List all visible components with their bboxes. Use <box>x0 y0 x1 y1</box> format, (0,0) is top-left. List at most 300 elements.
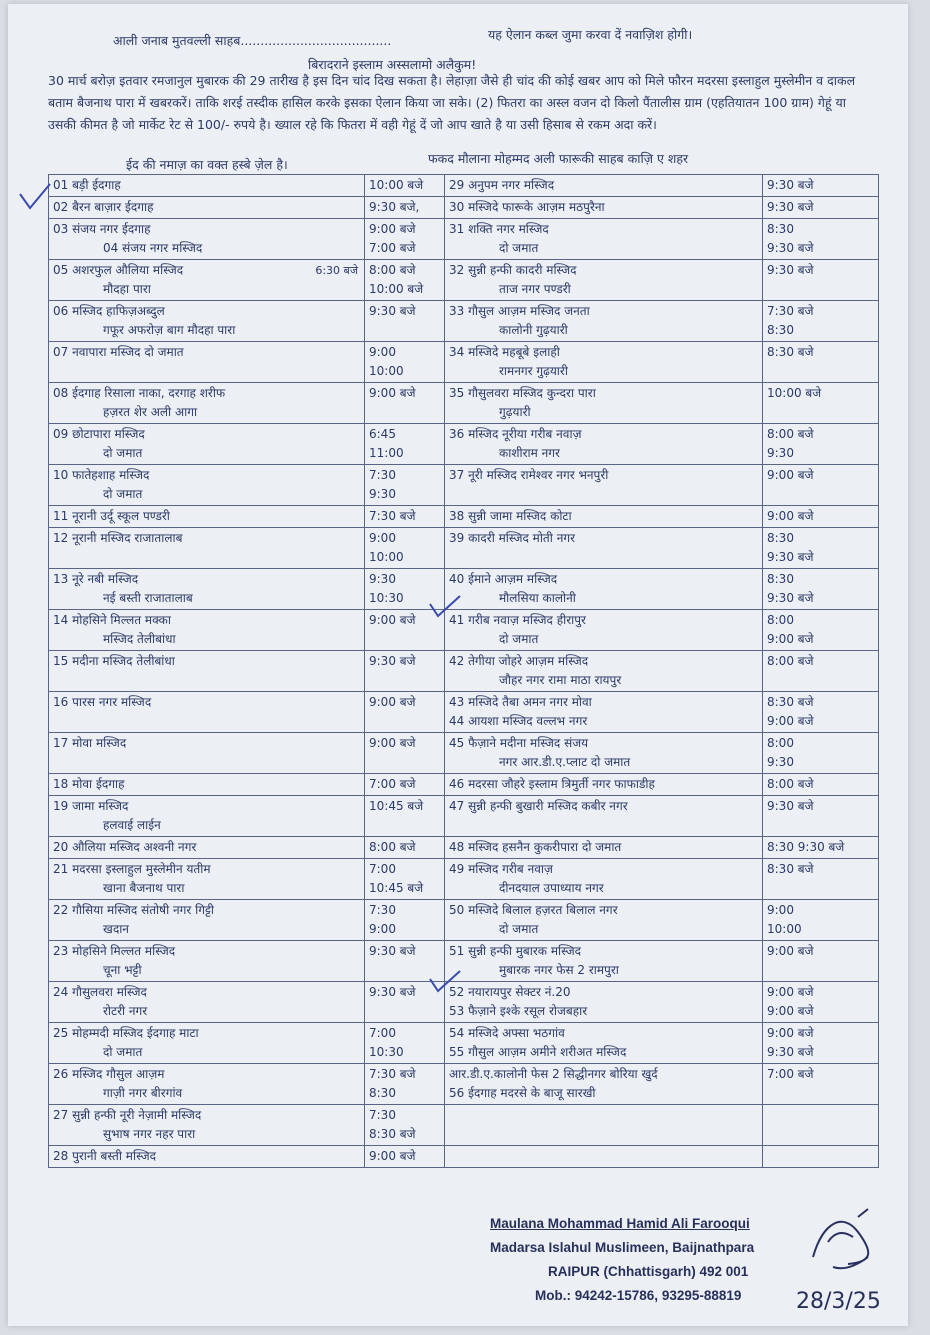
prayer-time: 9:30 <box>369 487 396 501</box>
table-row <box>49 1105 879 1146</box>
check-mark-icon <box>426 594 466 620</box>
mosque-name: 51 सुन्नी हन्फी मुबारक मस्जिद <box>449 944 582 958</box>
mosque-name: मौलसिया कालोनी <box>499 591 576 605</box>
right-time-cell <box>763 859 879 900</box>
prayer-time: 10:00 बजे <box>767 386 822 400</box>
right-mosque-cell <box>445 301 763 342</box>
prayer-time: 8:30 बजे <box>767 345 814 359</box>
prayer-time: 8:00 <box>767 613 794 627</box>
right-mosque-cell <box>445 692 763 733</box>
prayer-time: 9:00 बजे <box>767 1026 814 1040</box>
left-time-cell <box>365 383 445 424</box>
left-mosque-cell <box>49 982 365 1023</box>
prayer-time: 9:30 <box>767 755 794 769</box>
mosque-name: 16 पारस नगर मस्जिद <box>53 695 152 709</box>
right-mosque-cell <box>445 383 763 424</box>
table-row <box>49 837 879 859</box>
mosque-name: 48 मस्जिद हसनैन कुकरीपारा दो जमात <box>449 840 622 854</box>
prayer-time: 10:00 <box>369 550 404 564</box>
mosque-name: 50 मस्जिदे बिलाल हज़रत बिलाल नगर <box>449 903 618 917</box>
right-mosque-cell <box>445 175 763 197</box>
left-time-cell <box>365 260 445 301</box>
prayer-time: 9:00 <box>369 345 396 359</box>
right-time-cell <box>763 796 879 837</box>
mosque-name: 23 मोहसिने मिल्लत मस्जिद <box>53 944 176 958</box>
right-mosque-cell <box>445 651 763 692</box>
mosque-name: 54 मस्जिदे अफ्सा भठगांव <box>449 1026 565 1040</box>
left-time-cell <box>365 692 445 733</box>
check-mark-icon <box>426 969 466 995</box>
right-time-cell <box>763 941 879 982</box>
prayer-time: 9:00 बजे <box>767 985 814 999</box>
table-row <box>49 506 879 528</box>
prayer-time: 9:30 <box>369 572 396 586</box>
prayer-time: 8:00 बजे <box>369 263 416 277</box>
mosque-name: 03 संजय नगर ईदगाह <box>53 222 151 236</box>
right-mosque-cell <box>445 982 763 1023</box>
left-time-cell <box>365 424 445 465</box>
mosque-name: 05 अशरफुल औलिया मस्जिद <box>53 263 184 277</box>
prayer-time: 10:30 <box>369 1045 404 1059</box>
extra-time: 6:30 बजे <box>315 264 358 277</box>
table-row <box>49 465 879 506</box>
mosque-name: 30 मस्जिदे फारूके आज़म मठपुरैना <box>449 200 605 214</box>
mosque-name: 41 गरीब नवाज़ मस्जिद हीरापुर <box>449 613 586 627</box>
eid-prayer-time-line: ईद की नमाज़ का वक्त हस्बे ज़ेल है। <box>126 157 288 172</box>
left-time-cell <box>365 1105 445 1146</box>
mosque-name: 52 नयारायपुर सेक्टर नं.20 <box>449 985 571 999</box>
mosque-name: खदान <box>103 922 129 936</box>
mosque-name: 40 ईमाने आज़म मस्जिद <box>449 572 558 586</box>
left-time-cell <box>365 774 445 796</box>
addressee-line: आली जनाब मुतवल्ली साहब...................................... <box>113 33 392 48</box>
mosque-name: दो जमात <box>499 241 539 255</box>
mosque-name: 49 मस्जिद गरीब नवाज़ <box>449 862 553 876</box>
prayer-time: 10:45 बजे <box>369 799 424 813</box>
right-mosque-cell <box>445 260 763 301</box>
right-mosque-cell <box>445 900 763 941</box>
mosque-name: 53 फैज़ाने इश्के रसूल रोजबहार <box>449 1004 588 1018</box>
prayer-time: 9:30 बजे <box>767 591 814 605</box>
right-time-cell <box>763 1105 879 1146</box>
prayer-time: 6:45 <box>369 427 396 441</box>
right-time-cell <box>763 733 879 774</box>
mosque-name: 37 नूरी मस्जिद रामेश्वर नगर भनपुरी <box>449 468 609 482</box>
right-time-cell <box>763 260 879 301</box>
left-mosque-cell <box>49 733 365 774</box>
handwritten-date: 28/3/25 <box>796 1289 881 1314</box>
prayer-time: 9:30 बजे <box>767 241 814 255</box>
prayer-time: 8:30 <box>767 222 794 236</box>
mosque-name: खाना बैजनाथ पारा <box>103 881 185 895</box>
mosque-name: 45 फैज़ाने मदीना मस्जिद संजय <box>449 736 589 750</box>
left-time-cell <box>365 301 445 342</box>
mosque-name: 35 गौसुलवरा मस्जिद कुन्दरा पारा <box>449 386 596 400</box>
mosque-name: सुभाष नगर नहर पारा <box>103 1127 196 1141</box>
mosque-name: मौदहा पारा <box>103 282 151 296</box>
right-mosque-cell <box>445 197 763 219</box>
left-mosque-cell <box>49 1105 365 1146</box>
prayer-time: 9:00 <box>369 922 396 936</box>
prayer-time: 8:30 बजे <box>369 1127 416 1141</box>
right-mosque-cell <box>445 610 763 651</box>
right-time-cell <box>763 651 879 692</box>
mosque-name: काशीराम नगर <box>499 446 560 460</box>
left-time-cell <box>365 465 445 506</box>
prayer-time: 10:30 <box>369 591 404 605</box>
prayer-time: 8:30 <box>767 572 794 586</box>
mosque-name: 15 मदीना मस्जिद तेलीबांधा <box>53 654 175 668</box>
left-mosque-cell <box>49 774 365 796</box>
mosque-name: चूना भट्टी <box>103 963 142 977</box>
prayer-time: 8:30 बजे <box>767 862 814 876</box>
left-mosque-cell <box>49 506 365 528</box>
mosque-name: 47 सुन्नी हन्फी बुखारी मस्जिद कबीर नगर <box>449 799 628 813</box>
prayer-time: 9:00 बजे <box>369 613 416 627</box>
right-time-cell <box>763 900 879 941</box>
mosque-name: 55 गौसुल आज़म अमीने शरीअत मस्जिद <box>449 1045 627 1059</box>
left-mosque-cell <box>49 900 365 941</box>
mosque-name: नई बस्ती राजातालाब <box>103 591 193 605</box>
prayer-time: 8:00 बजे <box>767 654 814 668</box>
announcement-instruction: यह ऐलान कब्ल जुमा करवा दें नवाज़िश होगी। <box>488 27 693 42</box>
left-mosque-cell <box>49 569 365 610</box>
mosque-name: 09 छोटापारा मस्जिद <box>53 427 145 441</box>
mosque-name: 24 गौसुलवरा मस्जिद <box>53 985 147 999</box>
mosque-name: हज़रत शेर अली आगा <box>103 405 198 419</box>
prayer-time: 9:30 बजे, <box>369 200 420 214</box>
mosque-name: आर.डी.ए.कालोनी फेस 2 सिद्धीनगर बोरिया खुर्द <box>449 1067 658 1081</box>
prayer-time: 10:00 बजे <box>369 282 424 296</box>
mosque-name: दीनदयाल उपाध्याय नगर <box>499 881 604 895</box>
left-mosque-cell <box>49 1146 365 1168</box>
prayer-time: 7:30 <box>369 1108 396 1122</box>
prayer-time: 9:00 बजे <box>767 509 814 523</box>
table-row <box>49 301 879 342</box>
mosque-name: 21 मदरसा इस्लाहुल मुस्लेमीन यतीम <box>53 862 211 876</box>
mosque-name: ताज नगर पण्डरी <box>499 282 571 296</box>
mosque-name: दो जमात <box>103 446 143 460</box>
prayer-time: 9:00 <box>767 903 794 917</box>
left-mosque-cell <box>49 342 365 383</box>
mosque-name: गफूर अफरोज़ बाग मौदहा पारा <box>103 323 236 337</box>
left-time-cell <box>365 197 445 219</box>
left-time-cell <box>365 651 445 692</box>
prayer-time: 9:00 बजे <box>767 714 814 728</box>
prayer-time: 7:30 बजे <box>369 1067 416 1081</box>
prayer-time: 9:30 बजे <box>369 654 416 668</box>
left-mosque-cell <box>49 796 365 837</box>
mosque-name: 01 बड़ी ईदगाह <box>53 178 121 192</box>
right-mosque-cell <box>445 941 763 982</box>
table-row <box>49 342 879 383</box>
prayer-time: 7:00 बजे <box>369 241 416 255</box>
right-time-cell <box>763 465 879 506</box>
mosque-name: 17 मोवा मस्जिद <box>53 736 127 750</box>
prayer-time: 8:30 बजे <box>767 695 814 709</box>
mosque-name: 13 नूरे नबी मस्जिद <box>53 572 139 586</box>
left-time-cell <box>365 796 445 837</box>
mosque-name: 18 मोवा ईदगाह <box>53 777 125 791</box>
right-time-cell <box>763 1064 879 1105</box>
right-time-cell <box>763 1146 879 1168</box>
mosque-name: 33 गौसुल आज़म मस्जिद जनता <box>449 304 590 318</box>
prayer-time: 9:30 बजे <box>767 799 814 813</box>
mosque-name: दो जमात <box>499 922 539 936</box>
mosque-name: 12 नूरानी मस्जिद राजातालाब <box>53 531 183 545</box>
left-time-cell <box>365 219 445 260</box>
left-time-cell <box>365 506 445 528</box>
left-mosque-cell <box>49 465 365 506</box>
signature-mobile: Mob.: 94242-15786, 93295-88819 <box>535 1288 742 1303</box>
mosque-name: 26 मस्जिद गौसुल आज़म <box>53 1067 165 1081</box>
right-mosque-cell <box>445 733 763 774</box>
mosque-name: 44 आयशा मस्जिद वल्लभ नगर <box>449 714 588 728</box>
left-time-cell <box>365 342 445 383</box>
prayer-time: 8:30 <box>767 323 794 337</box>
prayer-time: 9:00 बजे <box>767 468 814 482</box>
left-time-cell <box>365 859 445 900</box>
prayer-time: 10:00 <box>369 364 404 378</box>
prayer-time: 7:00 <box>369 1026 396 1040</box>
prayer-time: 7:30 बजे <box>369 509 416 523</box>
right-time-cell <box>763 301 879 342</box>
right-time-cell <box>763 219 879 260</box>
right-time-cell <box>763 569 879 610</box>
table-row <box>49 692 879 733</box>
prayer-time: 9:30 बजे <box>767 200 814 214</box>
table-row <box>49 651 879 692</box>
prayer-time: 7:00 बजे <box>767 1067 814 1081</box>
notice-paper <box>8 4 908 1326</box>
right-mosque-cell <box>445 1023 763 1064</box>
right-mosque-cell <box>445 465 763 506</box>
prayer-time: 10:00 बजे <box>369 178 424 192</box>
table-row <box>49 859 879 900</box>
right-time-cell <box>763 610 879 651</box>
prayer-time: 9:30 <box>767 446 794 460</box>
left-time-cell <box>365 1023 445 1064</box>
prayer-time: 9:30 बजे <box>767 550 814 564</box>
prayer-time: 10:45 बजे <box>369 881 424 895</box>
notice-paragraph: 30 मार्च बरोज़ इतवार रमजानुल मुबारक की 29 तारीख है इस दिन चांद दिख सकता है। लेहाज़ा जैसे ही चांद की कोई खबर आप को मिले फौरन मदरसा इस्लाहुल मुस्लेमीन व दाकल बताम बैजनाथ पारा में खबरकरें। ताकि शरई तस्दीक हासिल करके इसका ऐलान किया जा सके। (2) फितरा का अस्ल वजन दो किलो पैंतालीस ग्राम (एहतियातन 100 ग्राम) गेहूं या उसकी कीमत है जो मार्केट रेट से 100/- रुपये है। ख्याल रहे कि फितरा में वही गेहूं दें जो आप खाते है या उसी हिसाब से रकम अदा करें। <box>48 73 856 132</box>
right-mosque-cell <box>445 1064 763 1105</box>
right-time-cell <box>763 1023 879 1064</box>
prayer-time: 8:00 <box>767 736 794 750</box>
right-time-cell <box>763 175 879 197</box>
left-mosque-cell <box>49 383 365 424</box>
left-mosque-cell <box>49 175 365 197</box>
right-time-cell <box>763 342 879 383</box>
signature-org: Madarsa Islahul Muslimeen, Baijnathpara <box>490 1240 755 1255</box>
prayer-time: 7:30 <box>369 903 396 917</box>
mosque-name: 46 मदरसा जौहरे इस्लाम त्रिमुर्ती नगर फाफाडीह <box>449 777 655 791</box>
mosque-name: 27 सुन्नी हन्फी नूरी नेज़ामी मस्जिद <box>53 1108 202 1122</box>
mosque-name: 25 मोहम्मदी मस्जिद ईदगाह माटा <box>53 1026 199 1040</box>
mosque-name: मुबारक नगर फेस 2 रामपुरा <box>499 963 619 977</box>
signature-city: RAIPUR (Chhattisgarh) 492 001 <box>548 1264 749 1279</box>
greeting: बिरादराने इस्लाम अस्सलामो अलैकुम! <box>308 57 477 72</box>
prayer-time: 8:30 9:30 बजे <box>767 840 845 854</box>
right-time-cell <box>763 506 879 528</box>
mosque-name: हलवाई लाईन <box>103 818 161 832</box>
mosque-name: 29 अनुपम नगर मस्जिद <box>449 178 555 192</box>
table-row <box>49 1023 879 1064</box>
table-row <box>49 424 879 465</box>
table-row <box>49 774 879 796</box>
table-row <box>49 1064 879 1105</box>
right-time-cell <box>763 424 879 465</box>
prayer-time: 8:30 <box>369 1086 396 1100</box>
mosque-name: 14 मोहसिने मिल्लत मक्का <box>53 613 171 627</box>
prayer-time: 9:00 बजे <box>369 736 416 750</box>
left-mosque-cell <box>49 837 365 859</box>
right-mosque-cell <box>445 569 763 610</box>
mosque-name: रोटरी नगर <box>103 1004 148 1018</box>
qazi-line: फकद मौलाना मोहम्मद अली फारूकी साहब काज़ि ए शहर <box>428 151 689 166</box>
mosque-name: 04 संजय नगर मस्जिद <box>103 241 203 255</box>
table-row <box>49 528 879 569</box>
mosque-name: कालोनी गुढ़यारी <box>499 323 568 337</box>
mosque-name: गुढ़यारी <box>499 405 531 419</box>
mosque-name: 11 नूरानी उर्दू स्कूल पण्डरी <box>53 509 170 523</box>
table-row <box>49 733 879 774</box>
right-time-cell <box>763 774 879 796</box>
right-time-cell <box>763 692 879 733</box>
prayer-time: 7:30 बजे <box>767 304 814 318</box>
mosque-name: 38 सुन्नी जामा मस्जिद कोटा <box>449 509 572 523</box>
mosque-name: 36 मस्जिद नूरीया गरीब नवाज़ <box>449 427 582 441</box>
left-mosque-cell <box>49 651 365 692</box>
right-mosque-cell <box>445 796 763 837</box>
left-mosque-cell <box>49 219 365 260</box>
eid-prayer-schedule-table <box>48 174 879 1168</box>
prayer-time: 9:00 बजे <box>767 944 814 958</box>
prayer-time: 9:30 बजे <box>767 178 814 192</box>
left-mosque-cell <box>49 424 365 465</box>
check-mark-icon <box>16 182 56 212</box>
mosque-name: रामनगर गुढ़यारी <box>499 364 568 378</box>
mosque-name: 19 जामा मस्जिद <box>53 799 129 813</box>
mosque-name: 02 बैरन बाज़ार ईदगाह <box>53 200 154 214</box>
signature-name: Maulana Mohammad Hamid Ali Farooqui <box>490 1216 750 1231</box>
prayer-time: 9:30 बजे <box>369 944 416 958</box>
right-mosque-cell <box>445 506 763 528</box>
table-row <box>49 175 879 197</box>
right-mosque-cell <box>445 837 763 859</box>
prayer-time: 7:00 <box>369 862 396 876</box>
left-mosque-cell <box>49 692 365 733</box>
right-mosque-cell <box>445 1146 763 1168</box>
table-row <box>49 1146 879 1168</box>
mosque-name: मस्जिद तेलीबांधा <box>103 632 176 646</box>
prayer-time: 9:30 बजे <box>369 304 416 318</box>
table-row <box>49 900 879 941</box>
left-mosque-cell <box>49 859 365 900</box>
left-mosque-cell <box>49 1023 365 1064</box>
left-time-cell <box>365 837 445 859</box>
left-mosque-cell <box>49 301 365 342</box>
mosque-name: नगर आर.डी.ए.प्लाट दो जमात <box>499 755 631 769</box>
prayer-time: 9:00 बजे <box>767 1004 814 1018</box>
mosque-name: गाज़ी नगर बीरगांव <box>103 1086 183 1100</box>
prayer-time: 7:30 <box>369 468 396 482</box>
prayer-time: 9:30 बजे <box>767 263 814 277</box>
right-mosque-cell <box>445 342 763 383</box>
prayer-time: 9:30 बजे <box>369 985 416 999</box>
prayer-time: 8:00 बजे <box>767 777 814 791</box>
prayer-time: 8:30 <box>767 531 794 545</box>
mosque-name: दो जमात <box>103 487 143 501</box>
left-time-cell <box>365 175 445 197</box>
mosque-name: 39 कादरी मस्जिद मोती नगर <box>449 531 576 545</box>
mosque-name: दो जमात <box>499 632 539 646</box>
prayer-time: 9:00 बजे <box>369 386 416 400</box>
right-time-cell <box>763 837 879 859</box>
left-mosque-cell <box>49 260 365 301</box>
prayer-time: 11:00 <box>369 446 404 460</box>
handwritten-signature-icon <box>803 1202 883 1282</box>
table-row <box>49 260 879 301</box>
prayer-time: 7:00 बजे <box>369 777 416 791</box>
mosque-name: जौहर नगर रामा माठा रायपुर <box>499 673 622 687</box>
right-mosque-cell <box>445 1105 763 1146</box>
right-mosque-cell <box>445 859 763 900</box>
table-row <box>49 197 879 219</box>
left-mosque-cell <box>49 610 365 651</box>
prayer-time: 9:00 <box>369 531 396 545</box>
signature-block <box>490 1212 810 1308</box>
prayer-time: 8:00 बजे <box>369 840 416 854</box>
mosque-name: 31 शक्ति नगर मस्जिद <box>449 222 549 236</box>
table-row <box>49 383 879 424</box>
mosque-name: 56 ईदगाह मदरसे के बाजू सारखी <box>449 1086 596 1100</box>
left-time-cell <box>365 733 445 774</box>
left-mosque-cell <box>49 197 365 219</box>
left-mosque-cell <box>49 1064 365 1105</box>
right-time-cell <box>763 982 879 1023</box>
left-time-cell <box>365 1064 445 1105</box>
prayer-time: 9:00 बजे <box>767 632 814 646</box>
mosque-name: 28 पुरानी बस्ती मस्जिद <box>53 1149 157 1163</box>
right-mosque-cell <box>445 774 763 796</box>
prayer-time: 8:00 बजे <box>767 427 814 441</box>
mosque-name: 42 तेगीया जोहरे आज़म मस्जिद <box>449 654 589 668</box>
mosque-name: 32 सुन्नी हन्फी कादरी मस्जिद <box>449 263 577 277</box>
right-time-cell <box>763 197 879 219</box>
left-time-cell <box>365 1146 445 1168</box>
prayer-time: 9:30 बजे <box>767 1045 814 1059</box>
left-mosque-cell <box>49 941 365 982</box>
prayer-time: 9:00 बजे <box>369 222 416 236</box>
right-mosque-cell <box>445 219 763 260</box>
left-mosque-cell <box>49 528 365 569</box>
right-time-cell <box>763 528 879 569</box>
table-row <box>49 219 879 260</box>
left-time-cell <box>365 900 445 941</box>
mosque-name: 34 मस्जिदे महबूबे इलाही <box>449 345 560 359</box>
left-time-cell <box>365 528 445 569</box>
mosque-name: 07 नवापारा मस्जिद दो जमात <box>53 345 184 359</box>
right-mosque-cell <box>445 424 763 465</box>
mosque-name: दो जमात <box>103 1045 143 1059</box>
prayer-time: 10:00 <box>767 922 802 936</box>
mosque-name: 43 मस्जिदे तैबा अमन नगर मोवा <box>449 695 592 709</box>
right-time-cell <box>763 383 879 424</box>
mosque-name: 10 फातेहशाह मस्जिद <box>53 468 150 482</box>
prayer-time: 9:00 बजे <box>369 695 416 709</box>
prayer-time: 9:00 बजे <box>369 1149 416 1163</box>
